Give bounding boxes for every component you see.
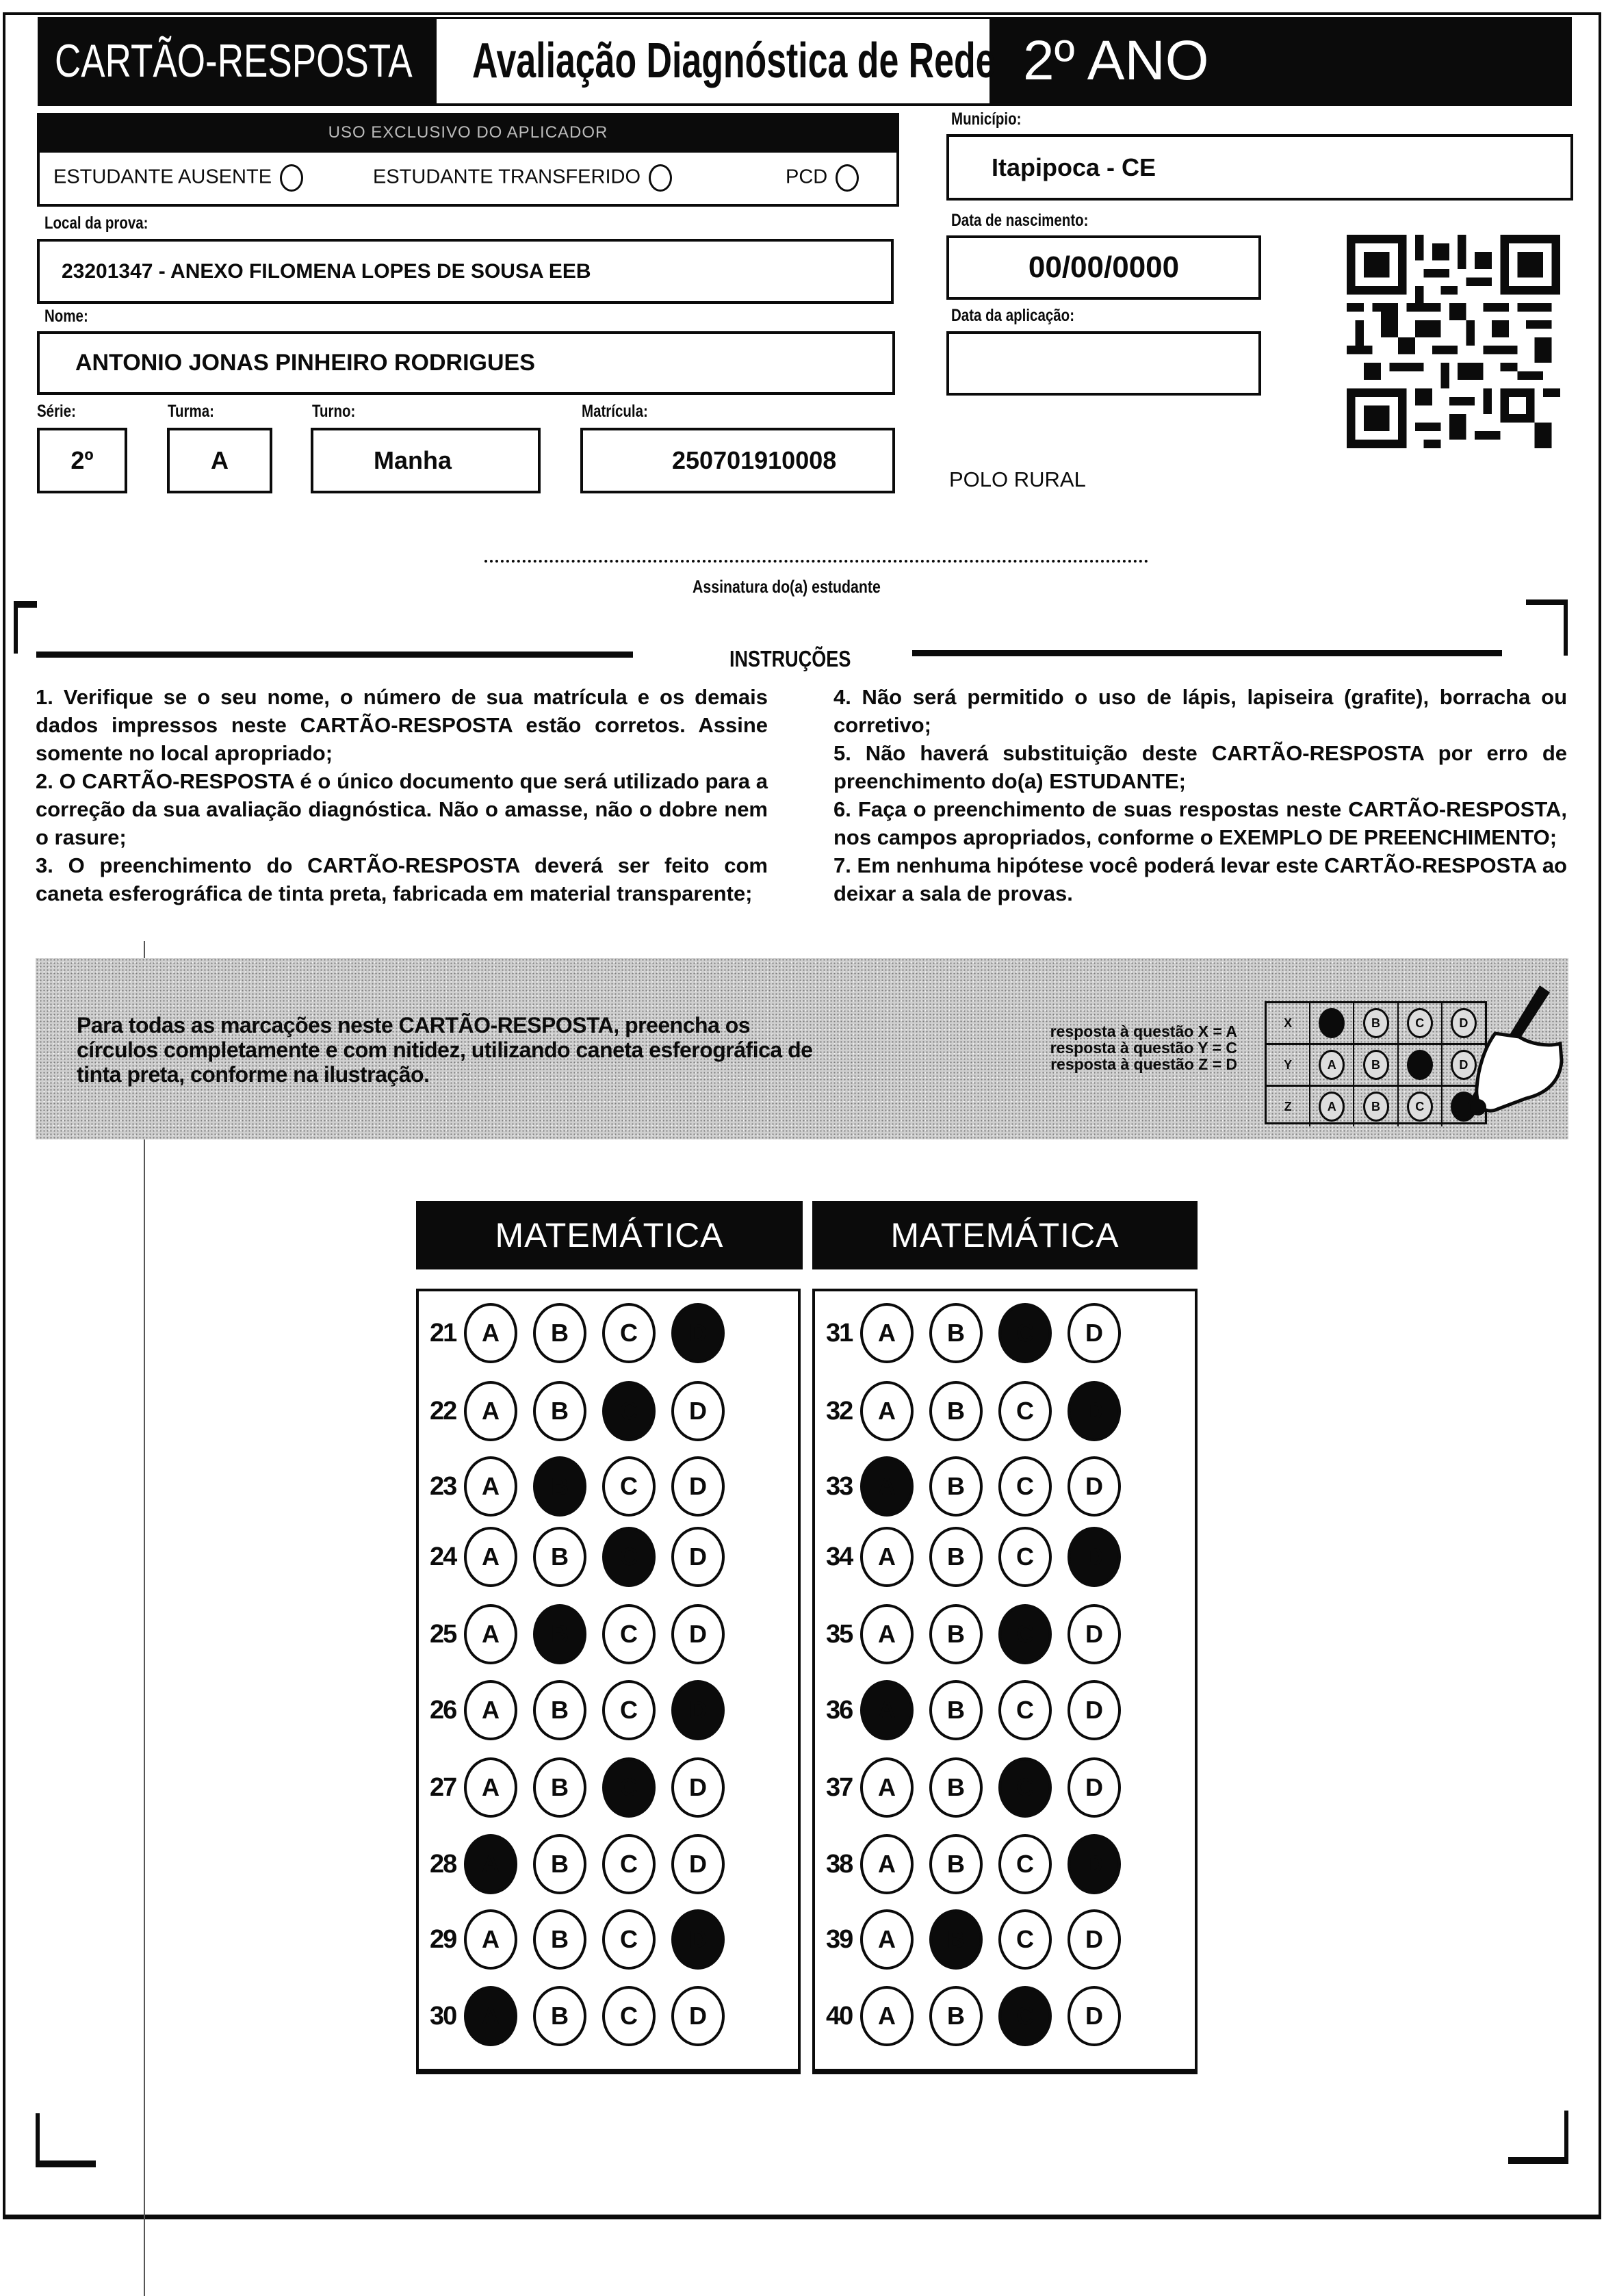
question-number: 26 (430, 1695, 456, 1725)
example-q-label: Y (1267, 1045, 1310, 1085)
bubble-a[interactable]: A (860, 1834, 914, 1894)
bubble-a[interactable]: A (464, 1680, 517, 1740)
bubble-d[interactable]: D (1068, 1456, 1121, 1517)
answer-row (430, 1456, 740, 1517)
bubble-b[interactable]: B (533, 1986, 586, 2046)
bubble-d-filled[interactable]: D (671, 1909, 725, 1970)
question-number: 21 (430, 1318, 456, 1347)
answer-row (826, 1909, 1137, 1970)
local-field[interactable] (37, 239, 894, 304)
example-legend (1011, 1023, 1237, 1072)
bubble-d-filled[interactable]: D (1068, 1834, 1121, 1894)
answer-panel-1 (416, 1289, 801, 2074)
legend-item: resposta à questão Z = D (1050, 1055, 1237, 1073)
bubble-c-filled[interactable]: C (602, 1381, 656, 1441)
serie-label: Série: (37, 402, 76, 421)
question-number: 39 (826, 1924, 853, 1954)
example-bubble-a: A (1319, 1092, 1345, 1122)
option-transferred[interactable] (373, 164, 672, 192)
serie-field[interactable] (37, 428, 127, 493)
option-absent[interactable] (53, 164, 303, 192)
example-q-label: Z (1267, 1087, 1310, 1126)
exam-title: Avaliação Diagnóstica de Rede (472, 34, 996, 88)
question-number: 28 (430, 1849, 456, 1879)
example-bubble-b: B (1363, 1092, 1389, 1122)
subject-header-1 (416, 1201, 803, 1269)
subject-header-2 (812, 1201, 1198, 1269)
answer-row (826, 1456, 1137, 1517)
question-number: 37 (826, 1772, 853, 1802)
bubble-d-filled[interactable]: D (1068, 1381, 1121, 1441)
instructions-left (36, 683, 768, 907)
answer-row (430, 1757, 740, 1818)
bubble-c[interactable]: C (998, 1527, 1052, 1587)
bubble-c[interactable]: C (602, 1986, 656, 2046)
answer-row (826, 1380, 1137, 1442)
question-number: 35 (826, 1619, 853, 1649)
nascimento-value: 00/00/0000 (1028, 250, 1180, 284)
instruction-item: 3. O preenchimento do CARTÃO-RESPOSTA deverá ser feito com caneta esferográfica de tinta preta, fabricada em material transparente; (36, 853, 768, 905)
answer-row (826, 1757, 1137, 1818)
bubble-a-filled[interactable]: A (860, 1680, 914, 1740)
bubble-c[interactable]: C (602, 1303, 656, 1363)
question-number: 31 (826, 1318, 853, 1347)
answer-row (430, 1302, 740, 1364)
nascimento-field[interactable] (946, 235, 1261, 300)
turno-value: Manha (374, 446, 452, 474)
corner-mark-bottom-right (1564, 2111, 1568, 2164)
question-number: 22 (430, 1396, 456, 1426)
bubble-d[interactable]: D (671, 1986, 725, 2046)
question-number: 36 (826, 1695, 853, 1725)
bubble-c-filled[interactable]: C (602, 1527, 656, 1587)
corner-mark-top-left (14, 601, 18, 654)
instruction-item: 7. Em nenhuma hipótese você poderá levar este CARTÃO-RESPOSTA ao deixar a sala de provas. (833, 853, 1567, 905)
nome-field[interactable] (37, 331, 895, 395)
matricula-value: 250701910008 (672, 446, 837, 474)
answer-panel-2 (812, 1289, 1198, 2074)
bubble-b[interactable]: B (533, 1527, 586, 1587)
option-transferred-label: ESTUDANTE TRANSFERIDO (373, 166, 641, 188)
polo-label: POLO RURAL (949, 467, 1086, 491)
example-bubble-c: C (1407, 1092, 1433, 1122)
local-value: 23201347 - ANEXO FILOMENA LOPES DE SOUSA EEB (62, 259, 591, 283)
bubble-d[interactable]: D (1068, 1680, 1121, 1740)
bubble-b[interactable]: B (929, 1680, 983, 1740)
subject-title: MATEMÁTICA (890, 1216, 1120, 1254)
bubble-d[interactable]: D (671, 1527, 725, 1587)
answer-row (826, 1985, 1137, 2047)
bubble-d[interactable]: D (1068, 1986, 1121, 2046)
question-number: 38 (826, 1849, 853, 1879)
subject-title: MATEMÁTICA (495, 1216, 724, 1254)
instructions-title: INSTRUÇÕES (729, 646, 851, 671)
answer-row (430, 1603, 740, 1665)
bubble-b-filled[interactable]: B (929, 1909, 983, 1970)
bubble-b[interactable]: B (533, 1834, 586, 1894)
nome-value: ANTONIO JONAS PINHEIRO RODRIGUES (75, 350, 535, 376)
legend-item: resposta à questão X = A (1050, 1022, 1237, 1040)
bubble-b[interactable]: B (533, 1381, 586, 1441)
bubble-b[interactable]: B (533, 1757, 586, 1818)
bubble-b[interactable]: B (929, 1604, 983, 1664)
bubble-c[interactable]: C (602, 1680, 656, 1740)
municipio-field[interactable] (946, 134, 1573, 201)
bubble-d[interactable]: D (671, 1834, 725, 1894)
instruction-item: 6. Faça o preenchimento de suas respostas neste CARTÃO-RESPOSTA, nos campos apropriados, conforme o EXEMPLO DE PREENCHIMENTO; (833, 797, 1567, 849)
example-bubble-c: C (1407, 1008, 1433, 1038)
option-absent-label: ESTUDANTE AUSENTE (53, 166, 272, 188)
radio-circle-icon[interactable] (836, 164, 859, 192)
bubble-a-filled[interactable]: A (464, 1986, 517, 2046)
aplicacao-field[interactable] (946, 331, 1261, 396)
legend-item: resposta à questão Y = C (1050, 1039, 1237, 1057)
bubble-d[interactable]: D (671, 1757, 725, 1818)
turno-label: Turno: (312, 402, 356, 421)
turma-label: Turma: (168, 402, 214, 421)
bubble-c[interactable]: C (602, 1604, 656, 1664)
answer-row (430, 1526, 740, 1588)
answer-row (430, 1833, 740, 1895)
question-number: 25 (430, 1619, 456, 1649)
bubble-b[interactable]: B (929, 1381, 983, 1441)
answer-row (826, 1302, 1137, 1364)
bubble-d[interactable]: D (1068, 1303, 1121, 1363)
corner-mark-bottom-left (36, 2113, 40, 2167)
bubble-c[interactable]: C (998, 1680, 1052, 1740)
bubble-a[interactable]: A (860, 1303, 914, 1363)
instructions-rule-left (36, 652, 633, 658)
bubble-a[interactable]: A (464, 1456, 517, 1517)
question-number: 23 (430, 1471, 456, 1501)
option-pcd-label: PCD (786, 166, 828, 188)
bubble-c[interactable]: C (998, 1381, 1052, 1441)
bubble-b[interactable]: B (929, 1303, 983, 1363)
instruction-item: 2. O CARTÃO-RESPOSTA é o único documento que será utilizado para a correção da sua avaliação diagnóstica. Não o amasse, não o dobre nem o rasure; (36, 769, 768, 849)
radio-circle-icon[interactable] (280, 164, 303, 192)
bubble-b[interactable]: B (929, 1527, 983, 1587)
bubble-d[interactable]: D (1068, 1909, 1121, 1970)
bubble-a[interactable]: A (860, 1757, 914, 1818)
bubble-c[interactable]: C (998, 1456, 1052, 1517)
bubble-c[interactable]: C (998, 1909, 1052, 1970)
question-number: 34 (826, 1542, 853, 1571)
municipio-label: Município: (951, 109, 1022, 129)
bubble-c-filled[interactable]: C (998, 1303, 1052, 1363)
turma-field[interactable] (167, 428, 272, 493)
example-bubble-b: B (1363, 1008, 1389, 1038)
question-number: 33 (826, 1471, 853, 1501)
signature-line[interactable] (484, 560, 1148, 563)
example-q-label: X (1267, 1003, 1310, 1043)
qr-code-icon (1347, 235, 1560, 448)
bubble-b[interactable]: B (533, 1909, 586, 1970)
bubble-d-filled[interactable]: D (671, 1303, 725, 1363)
grade-label: 2º ANO (1023, 29, 1209, 92)
applicator-title: USO EXCLUSIVO DO APLICADOR (328, 123, 608, 142)
bubble-a-filled[interactable]: A (860, 1456, 914, 1517)
bubble-d-filled[interactable]: D (671, 1680, 725, 1740)
bubble-a[interactable]: A (860, 1604, 914, 1664)
bubble-b[interactable]: B (533, 1680, 586, 1740)
bubble-a[interactable]: A (860, 1527, 914, 1587)
example-bubble-filled-icon (1319, 1008, 1345, 1038)
signature-label: Assinatura do(a) estudante (693, 576, 881, 597)
answer-row (826, 1833, 1137, 1895)
bubble-c-filled[interactable]: C (998, 1604, 1052, 1664)
bubble-d[interactable]: D (671, 1381, 725, 1441)
bubble-a[interactable]: A (464, 1527, 517, 1587)
bubble-c[interactable]: C (602, 1456, 656, 1517)
turma-value: A (211, 446, 229, 474)
corner-mark-top-right (1564, 599, 1568, 656)
example-bubble-d: D (1451, 1050, 1477, 1080)
municipio-value: Itapipoca - CE (992, 153, 1156, 181)
bubble-a[interactable]: A (860, 1986, 914, 2046)
bubble-d[interactable]: D (1068, 1757, 1121, 1818)
question-number: 27 (430, 1772, 456, 1802)
instructions-right (833, 683, 1567, 907)
bubble-d-filled[interactable]: D (1068, 1527, 1121, 1587)
question-number: 30 (430, 2001, 456, 2030)
bubble-a-filled[interactable]: A (464, 1834, 517, 1894)
bubble-a[interactable]: A (464, 1604, 517, 1664)
bubble-b[interactable]: B (929, 1456, 983, 1517)
serie-value: 2º (70, 446, 94, 474)
corner-mark-bottom-right (1508, 2157, 1568, 2164)
bubble-b[interactable]: B (929, 1986, 983, 2046)
turno-field[interactable] (311, 428, 541, 493)
bubble-b[interactable]: B (533, 1303, 586, 1363)
answer-row (826, 1679, 1137, 1741)
bubble-a[interactable]: A (860, 1909, 914, 1970)
local-label: Local da prova: (44, 214, 148, 233)
hand-pen-icon (1410, 979, 1567, 1129)
instructions-rule-right (912, 650, 1502, 656)
example-text: Para todas as marcações neste CARTÃO-RESPOSTA, preencha os círculos completamente e com nitidez, utilizando caneta esferográfica de tinta preta, conforme na ilustração. (77, 1013, 813, 1087)
bubble-d[interactable]: D (671, 1604, 725, 1664)
example-bubble-d: D (1451, 1008, 1477, 1038)
matricula-field[interactable] (580, 428, 895, 493)
question-number: 32 (826, 1396, 853, 1426)
bubble-b[interactable]: B (929, 1834, 983, 1894)
question-number: 40 (826, 2001, 853, 2030)
instruction-item: 1. Verifique se o seu nome, o número de sua matrícula e os demais dados impressos neste CARTÃO-RESPOSTA estão corretos. Assine somente no local apropriado; (36, 685, 768, 765)
nome-label: Nome: (44, 307, 88, 326)
answer-row (430, 1985, 740, 2047)
matricula-label: Matrícula: (582, 402, 648, 421)
applicator-header (37, 113, 899, 153)
bubble-a[interactable]: A (464, 1757, 517, 1818)
bubble-d[interactable]: D (671, 1456, 725, 1517)
option-pcd[interactable] (786, 164, 859, 192)
question-number: 29 (430, 1924, 456, 1954)
answer-row (430, 1380, 740, 1442)
answer-row (430, 1909, 740, 1970)
bubble-c-filled[interactable]: C (998, 1757, 1052, 1818)
question-number: 24 (430, 1542, 456, 1571)
instruction-item: 4. Não será permitido o uso de lápis, lapiseira (grafite), borracha ou corretivo; (833, 685, 1567, 737)
bubble-b-filled[interactable]: B (533, 1604, 586, 1664)
answer-row (430, 1679, 740, 1741)
aplicacao-label: Data da aplicação: (951, 306, 1075, 325)
example-bubble-a: A (1319, 1050, 1345, 1080)
bubble-c-filled[interactable]: C (998, 1986, 1052, 2046)
answer-row (826, 1526, 1137, 1588)
corner-mark-bottom-left (36, 2160, 96, 2167)
bubble-c[interactable]: C (998, 1834, 1052, 1894)
bubble-c[interactable]: C (602, 1834, 656, 1894)
instruction-item: 5. Não haverá substituição deste CARTÃO-RESPOSTA por erro de preenchimento do(a) ESTUDANTE; (833, 741, 1567, 793)
bubble-a[interactable]: A (464, 1909, 517, 1970)
bubble-b-filled[interactable]: B (533, 1456, 586, 1517)
nascimento-label: Data de nascimento: (951, 211, 1089, 230)
bubble-d[interactable]: D (1068, 1604, 1121, 1664)
scan-artifact-line (144, 941, 145, 2296)
card-label: CARTÃO-RESPOSTA (55, 35, 413, 87)
bubble-c-filled[interactable]: C (602, 1757, 656, 1818)
answer-row (826, 1603, 1137, 1665)
corner-mark-top-right (1526, 599, 1567, 605)
example-bubble-b: B (1363, 1050, 1389, 1080)
bubble-b[interactable]: B (929, 1757, 983, 1818)
bubble-a[interactable]: A (464, 1303, 517, 1363)
bubble-a[interactable]: A (860, 1381, 914, 1441)
radio-circle-icon[interactable] (649, 164, 672, 192)
bubble-a[interactable]: A (464, 1381, 517, 1441)
bubble-c[interactable]: C (602, 1909, 656, 1970)
